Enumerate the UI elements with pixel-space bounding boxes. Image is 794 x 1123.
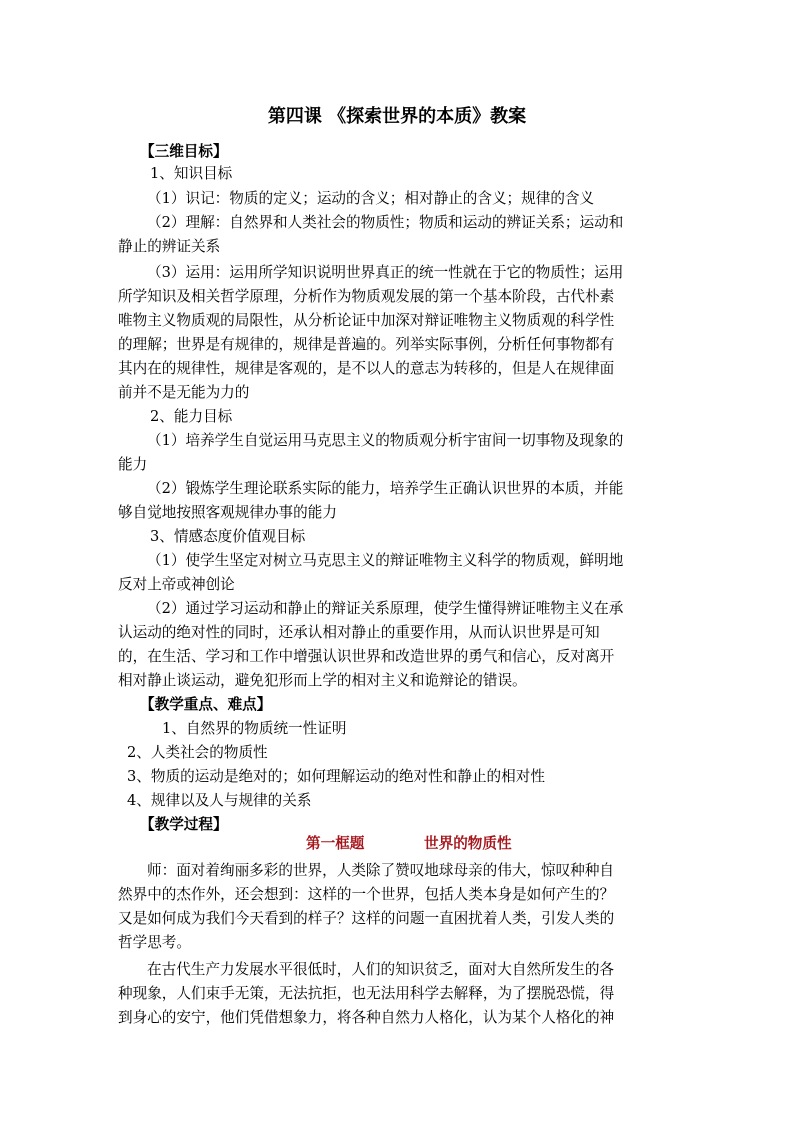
text-line: 的，在生活、学习和工作中增强认识世界和改造世界的勇气和信心，反对离开	[118, 648, 615, 665]
key-point-item: 4、规律以及人与规律的关系	[127, 792, 312, 809]
key-point-item: 2、人类社会的物质性	[127, 744, 268, 761]
text-line: 其内在的规律性，规律是客观的，是不以人的意志为转移的，但是人在规律面	[118, 360, 615, 377]
page-title: 第四课 《探索世界的本质》教案	[267, 106, 527, 127]
body-line: 然界中的杰作外，还会想到：这样的一个世界，包括人类本身是如何产生的？	[118, 886, 615, 903]
subtitle-part1: 第一框题	[306, 835, 365, 852]
text-line: （3）运用：运用所学知识说明世界真正的统一性就在于它的物质性；运用	[147, 264, 624, 281]
key-point-item: 3、物质的运动是绝对的；如何理解运动的绝对性和静止的相对性	[127, 768, 545, 785]
body-line: 在古代生产力发展水平很低时，人们的知识贫乏，面对大自然所发生的各	[147, 961, 615, 978]
text-line: 静止的辨证关系	[118, 238, 221, 255]
text-line: 相对静止谈运动，避免犯形而上学的相对主义和诡辩论的错误。	[118, 672, 527, 689]
knowledge-goal-heading: 1、知识目标	[150, 165, 233, 182]
body-line: 哲学思考。	[118, 934, 191, 951]
text-line: 能力	[118, 456, 148, 473]
body-line: 师：面对着绚丽多彩的世界，人类除了赞叹地球母亲的伟大，惊叹种种自	[147, 862, 615, 879]
text-line: （1）培养学生自觉运用马克思主义的物质观分析宇宙间一切事物及现象的	[147, 432, 624, 449]
text-line: （2）通过学习运动和静止的辩证关系原理，使学生懂得辨证唯物主义在承	[147, 600, 624, 617]
text-line: 反对上帝或神创论	[118, 576, 235, 593]
text-line: （1）使学生坚定对树立马克思主义的辩证唯物主义科学的物质观，鲜明地	[147, 552, 624, 569]
text-line: 够自觉地按照客观规律办事的能力	[118, 504, 337, 521]
text-line: 所学知识及相关哲学原理，分析作为物质观发展的第一个基本阶段，古代朴素	[118, 288, 615, 305]
text-line: （1）识记：物质的定义；运动的含义；相对静止的含义；规律的含义	[147, 190, 595, 207]
text-line: 的理解；世界是有规律的，规律是普遍的。列举实际事例，分析任何事物都有	[118, 336, 615, 353]
emotion-goal-heading: 3、情感态度价值观目标	[150, 528, 306, 545]
section-key-points: 【教学重点、难点】	[140, 696, 272, 713]
key-point-item: 1、自然界的物质统一性证明	[162, 720, 347, 737]
body-line: 种现象，人们束手无策，无法抗拒，也无法用科学去解释，为了摆脱恐慌，得	[118, 985, 615, 1002]
section-process: 【教学过程】	[140, 816, 228, 833]
body-line: 到身心的安宁，他们凭借想象力，将各种自然力人格化，认为某个人格化的神	[118, 1009, 615, 1026]
text-line: 认运动的绝对性的同时，还承认相对静止的重要作用，从而认识世界是可知	[118, 624, 600, 641]
ability-goal-heading: 2、能力目标	[150, 408, 233, 425]
text-line: 前并不是无能为力的	[118, 384, 250, 401]
body-line: 又是如何成为我们今天看到的样子？这样的问题一直困扰着人类，引发人类的	[118, 910, 615, 927]
subtitle-part2: 世界的物质性	[424, 835, 512, 852]
text-line: 唯物主义物质观的局限性，从分析论证中加深对辩证唯物主义物质观的科学性	[118, 312, 615, 329]
text-line: （2）锻炼学生理论联系实际的能力，培养学生正确认识世界的本质，并能	[147, 480, 624, 497]
text-line: （2）理解：自然界和人类社会的物质性；物质和运动的辨证关系；运动和	[147, 214, 624, 231]
section-goals: 【三维目标】	[140, 143, 228, 160]
